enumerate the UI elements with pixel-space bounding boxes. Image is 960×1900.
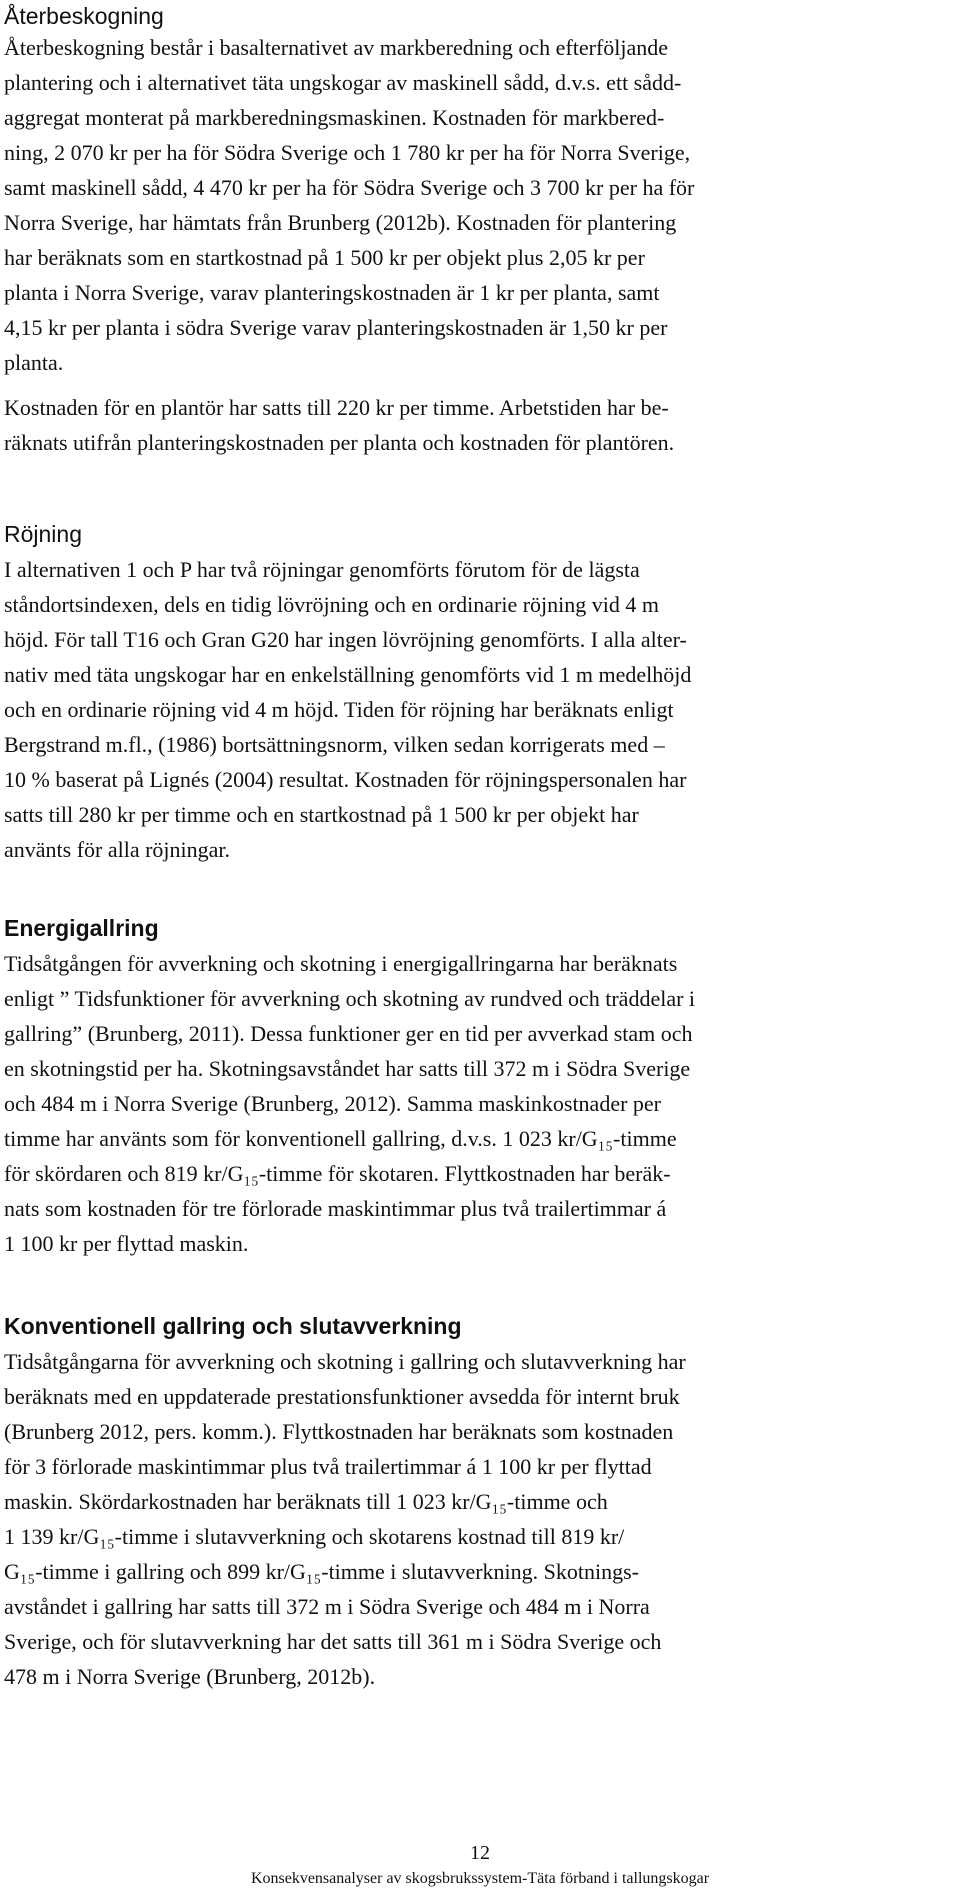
paragraph-aterbeskogning-1: Återbeskogning består i basalternativet av markberedning och efterföljande plantering och i alternativet täta ungskogar av maskinell sådd, d.v.s. ett sådd- aggregat monterat på markberedningsmaskinen. Kostnaden för markbered- ning, 2 070 kr per ha för Södra Sverige och 1 780 kr per ha för Norra Sverige, samt maskinell sådd, 4 470 kr per ha för Södra Sverige och 3 700 kr per ha för Norra Sverige, har hämtats från Brunberg (2012b). Kostnaden för plantering har beräknats som en startkostnad på 1 500 kr per objekt plus 2,05 kr per planta i Norra Sverige, varav planteringskostnaden är 1 kr per planta, samt 4,15 kr per planta i södra Sverige varav planteringskostnaden är 1,50 kr per planta. (4, 35, 695, 375)
section-aterbeskogning (4, 2, 950, 460)
heading-energigallring: Energigallring (4, 915, 159, 941)
footer-title: Konsekvensanalyser av skogsbrukssystem-Täta förband i tallungskogar (250, 1870, 710, 1887)
paragraph-rojning: I alternativen 1 och P har två röjningar genomförts förutom för de lägsta ståndortsindexen, dels en tidig lövröjning och en ordinarie röjning vid 4 m höjd. För tall T16 och Gran G20 har ingen lövröjning genomförts. I alla alter- nativ med täta ungskogar har en enkelställning genomförts vid 1 m medelhöjd och en ordinarie röjning vid 4 m höjd. Tiden för röjning har beräknats enligt Bergstrand m.fl., (1986) bortsättningsnorm, vilken sedan korrigerats med – 10 % baserat på Lignés (2004) resultat. Kostnaden för röjningspersonalen har satts till 280 kr per timme och en startkostnad på 1 500 kr per objekt har använts för alla röjningar. (4, 557, 692, 862)
paragraph-energigallring: Tidsåtgången för avverkning och skotning i energigallringarna har beräknats enligt ” Tidsfunktioner för avverkning och skotning av rundved och träddelar i gallring” (Brunberg, 2011). Dessa funktioner ger en tid per avverkad stam och en skotningstid per ha. Skotningsavståndet har satts till 372 m i Södra Sverige och 484 m i Norra Sverige (Brunberg, 2012). Samma maskinkostnader per timme har använts som för konventionell gallring, d.v.s. 1 023 kr/G₁₅-timme för skördaren och 819 kr/G₁₅-timme för skotaren. Flyttkostnaden har beräk- nats som kostnaden för tre förlorade maskintimmar plus två trailertimmar á 1 100 kr per flyttad maskin. (4, 951, 696, 1256)
section-rojning (4, 520, 950, 867)
paragraph-aterbeskogning-2: Kostnaden för en plantör har satts till 220 kr per timme. Arbetstiden har be- räknats utifrån planteringskostnaden per planta och kostnaden för plantören. (4, 395, 675, 455)
page-number: 12 (470, 1842, 490, 1864)
heading-rojning: Röjning (4, 521, 82, 547)
heading-konventionell-gallring: Konventionell gallring och slutavverkning (4, 1313, 462, 1339)
paragraph-konventionell-gallring: Tidsåtgångarna för avverkning och skotning i gallring och slutavverkning har beräknats med en uppdaterade prestationsfunktioner avsedda för internt bruk (Brunberg 2012, pers. komm.). Flyttkostnaden har beräknats som kostnaden för 3 förlorade maskintimmar plus två trailertimmar á 1 100 kr per flyttad maskin. Skördarkostnaden har beräknats till 1 023 kr/G₁₅-timme och 1 139 kr/G₁₅-timme i slutavverkning och skotarens kostnad till 819 kr/ G₁₅-timme i gallring och 899 kr/G₁₅-timme i slutavverkning. Skotnings- avståndet i gallring har satts till 372 m i Södra Sverige och 484 m i Norra Sverige, och för slutavverkning har det satts till 361 m i Södra Sverige och 478 m i Norra Sverige (Brunberg, 2012b). (4, 1349, 686, 1689)
section-konventionell-gallring (4, 1312, 950, 1694)
heading-aterbeskogning: Återbeskogning (4, 3, 164, 29)
section-energigallring (4, 914, 950, 1261)
